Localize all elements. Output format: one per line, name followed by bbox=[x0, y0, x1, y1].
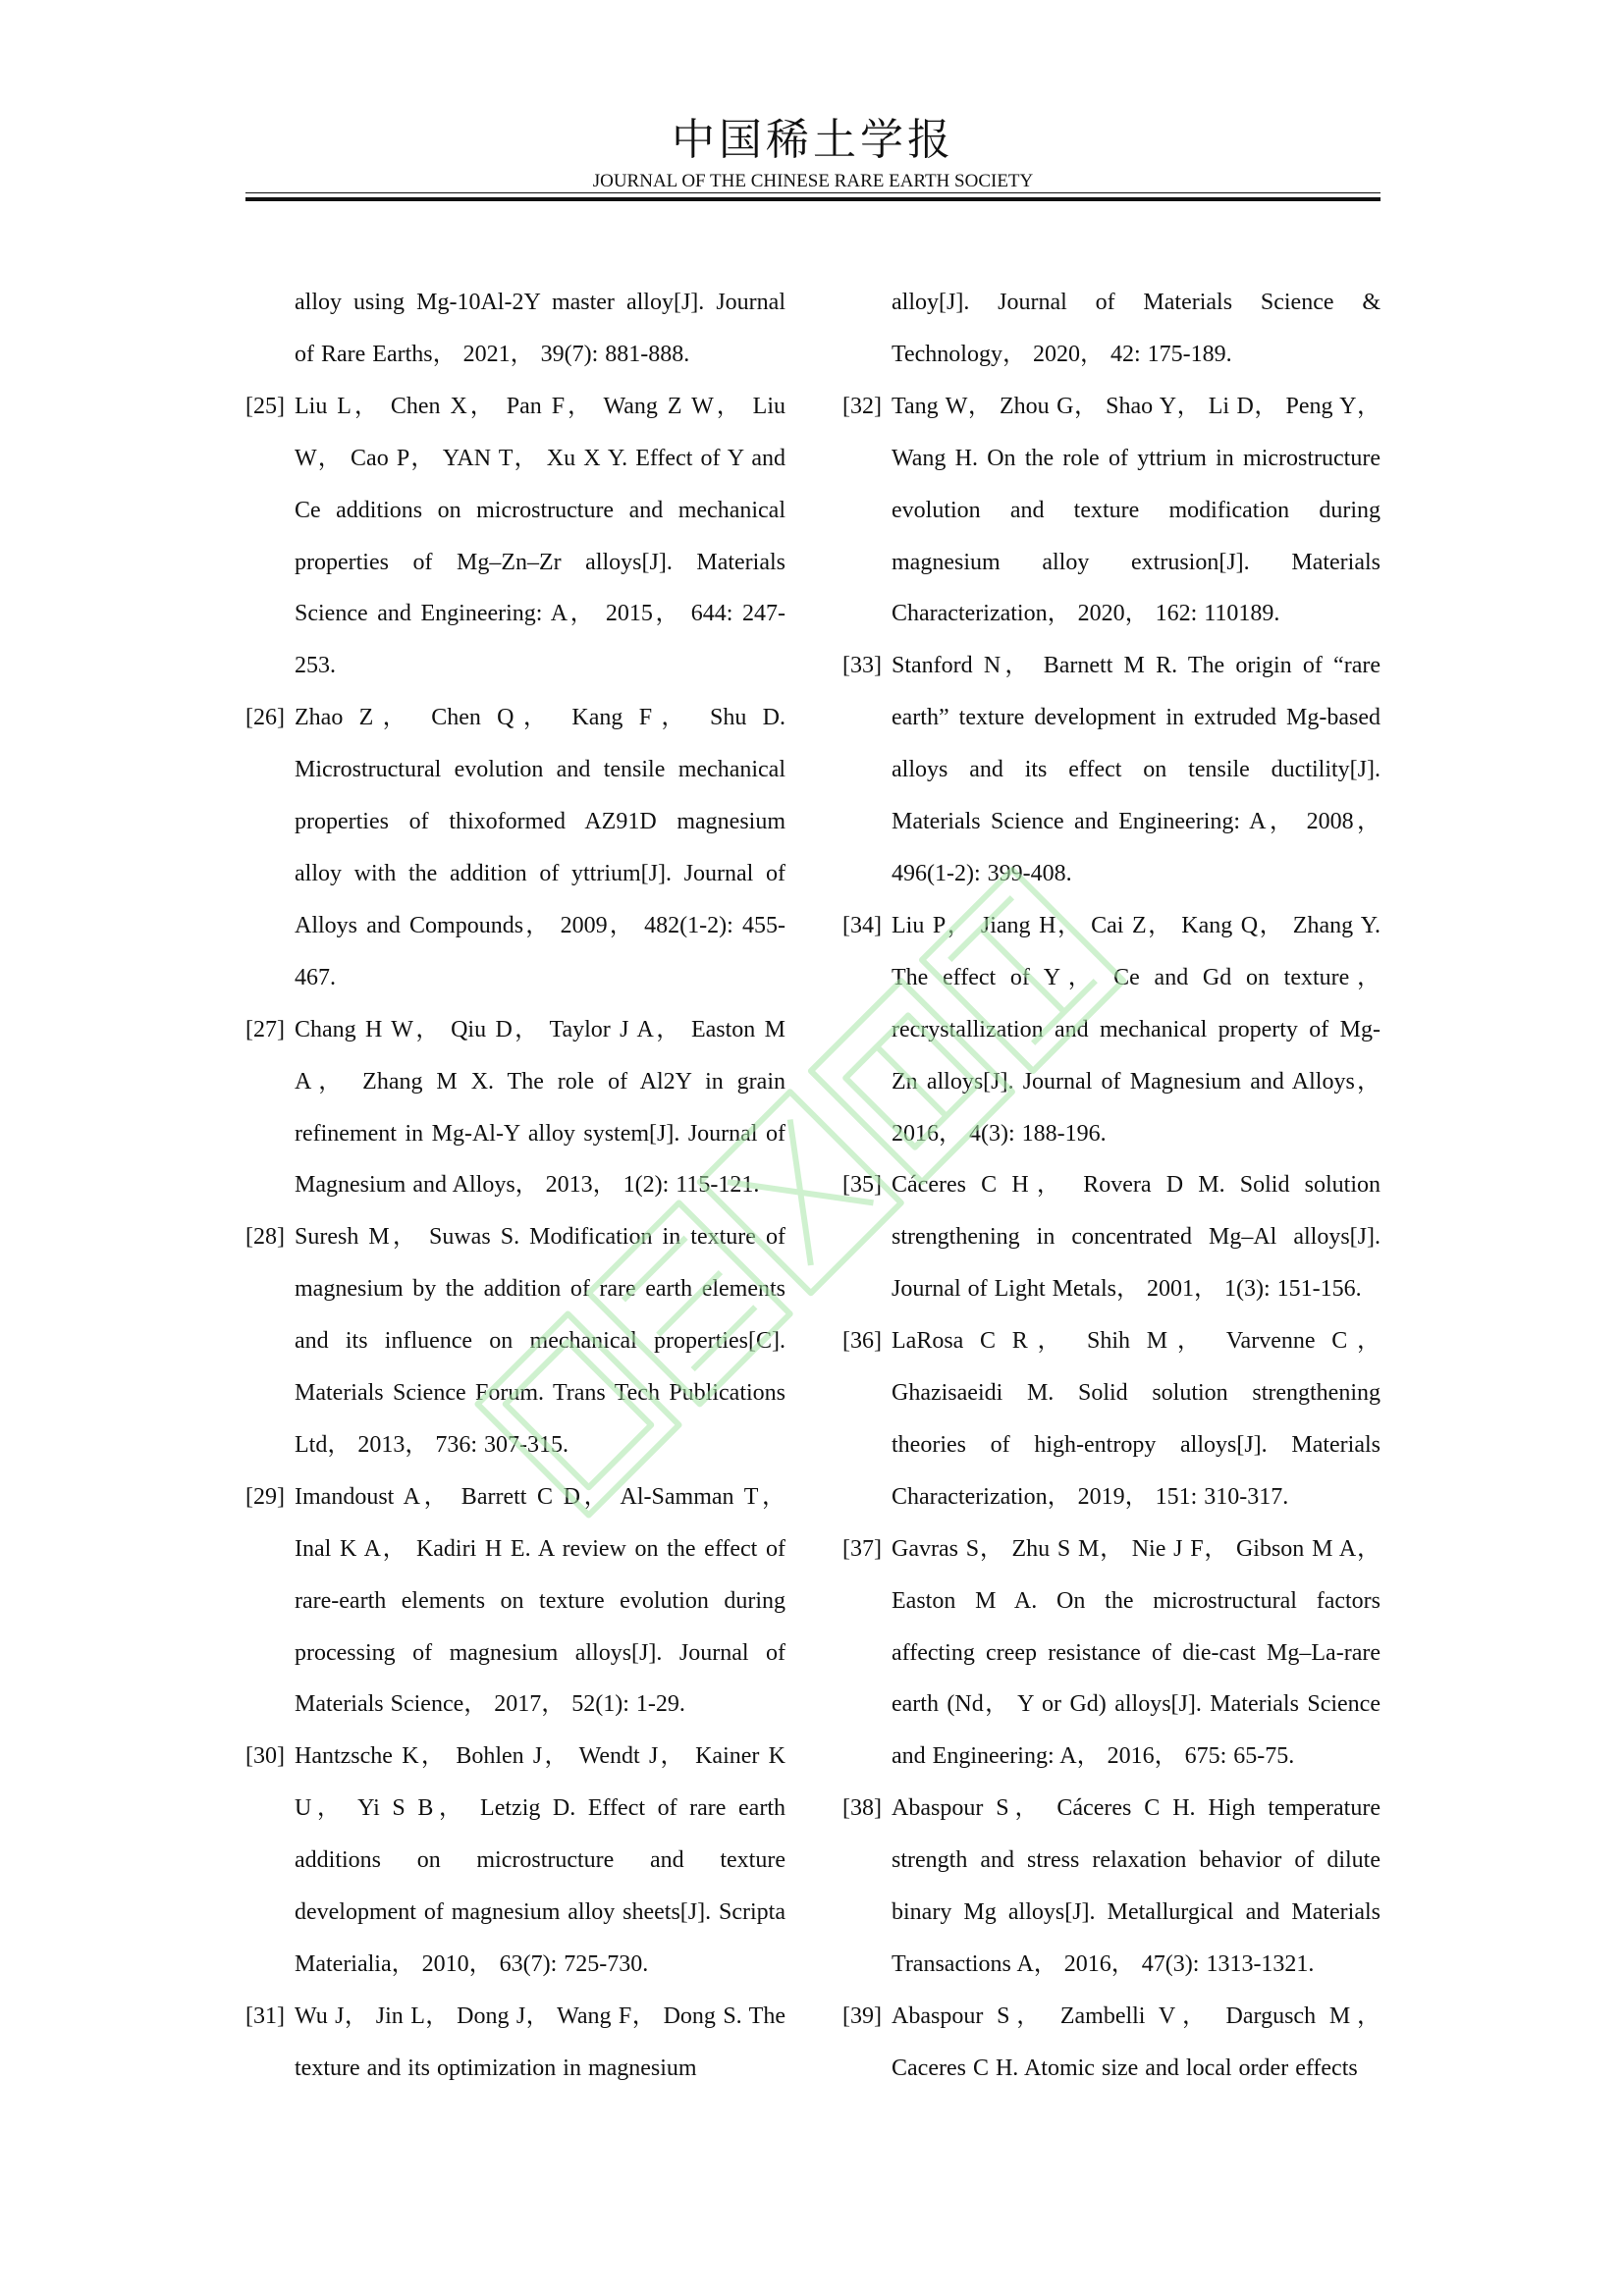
reference-text: Tang W， Zhou G， Shao Y， Li D， Peng Y， Wang H. On the role of yttrium in microstructure evolution and texture modification during magnesium alloy extrusion[J]. Materials Characterization， 2020， 162: 110189. bbox=[892, 393, 1380, 627]
reference-text: Suresh M， Suwas S. Modification in texture of magnesium by the addition of rare earth elements and its influence on mechanical properties[C]. Materials Science Forum. Trans Tech Publications Ltd， 2013， 736: 307-315. bbox=[295, 1224, 785, 1458]
reference-text: Abaspour S， Cáceres C H. High temperature strength and stress relaxation behavior of dilute binary Mg alloys[J]. Metallurgical and Materials Transactions A， 2016， 47(3): 1313-1321. bbox=[892, 1795, 1380, 1977]
reference-item bbox=[245, 1991, 785, 2095]
reference-number: [33] bbox=[842, 653, 882, 679]
page-header bbox=[245, 116, 1380, 192]
reference-number: [31] bbox=[245, 2002, 285, 2029]
reference-text: Wu J， Jin L， Dong J， Wang F， Dong S. The texture and its optimization in magnesium bbox=[295, 2002, 785, 2081]
reference-text: Abaspour S， Zambelli V， Dargusch M， Caceres C H. Atomic size and local order effects bbox=[892, 2002, 1380, 2081]
reference-text: Liu L， Chen X， Pan F， Wang Z W， Liu W， Cao P， YAN T， Xu X Y. Effect of Y and Ce additions on microstructure and mechanical properties of Mg–Zn–Zr alloys[J]. Materials Science and Engineering: A， 2015， 644: 247-253. bbox=[295, 393, 785, 679]
reference-item bbox=[842, 640, 1380, 900]
reference-item bbox=[842, 1159, 1380, 1315]
reference-text: Hantzsche K， Bohlen J， Wendt J， Kainer K U， Yi S B， Letzig D. Effect of rare earth additions on microstructure and texture development of magnesium alloy sheets[J]. Scripta Materialia， 2010， 63(7): 725-730. bbox=[295, 1743, 785, 1977]
reference-item bbox=[842, 1523, 1380, 1784]
reference-item bbox=[245, 1211, 785, 1471]
reference-text: alloy using Mg-10Al-2Y master alloy[J]. Journal of Rare Earths， 2021， 39(7): 881-888. bbox=[295, 290, 785, 367]
reference-text: Imandoust A， Barrett C D， Al-Samman T， Inal K A， Kadiri H E. A review on the effect of rare-earth elements on texture evolution during processing of magnesium alloys[J]. Journal of Materials Science， 2017， 52(1): 1-29. bbox=[295, 1483, 785, 1718]
journal-title-cn: 中国稀土学报 bbox=[672, 115, 954, 165]
reference-item bbox=[842, 1783, 1380, 1991]
reference-text: Chang H W， Qiu D， Taylor J A， Easton M A， Zhang M X. The role of Al2Y in grain refinement in Mg-Al-Y alloy system[J]. Journal of Magnesium and Alloys， 2013， 1(2): 115-121. bbox=[295, 1016, 785, 1199]
reference-text: Gavras S， Zhu S M， Nie J F， Gibson M A， Easton M A. On the microstructural factors affecting creep resistance of die-cast Mg–La-rare earth (Nd， Y or Gd) alloys[J]. Materials Science and Engineering: A， 2016， 675: 65-75. bbox=[892, 1535, 1380, 1770]
reference-number: [29] bbox=[245, 1483, 285, 1510]
reference-number: [27] bbox=[245, 1016, 285, 1042]
reference-item bbox=[842, 1991, 1380, 2095]
reference-number: [34] bbox=[842, 912, 882, 938]
reference-item bbox=[245, 692, 785, 1003]
reference-item bbox=[842, 900, 1380, 1160]
reference-number: [25] bbox=[245, 393, 285, 419]
reference-text: alloy[J]. Journal of Materials Science & Technology， 2020， 42: 175-189. bbox=[892, 290, 1380, 367]
journal-title-en: JOURNAL OF THE CHINESE RARE EARTH SOCIETY bbox=[592, 171, 1034, 191]
reference-text: Stanford N， Barnett M R. The origin of “rare earth” texture development in extruded Mg-based alloys and its effect on tensile ductility[J]. Materials Science and Engineering: A， 2008， 496(1-2): 399-408. bbox=[892, 653, 1380, 886]
reference-number: [30] bbox=[245, 1743, 285, 1770]
header-rule-thin bbox=[245, 192, 1380, 193]
reference-number: [39] bbox=[842, 2002, 882, 2029]
right-column bbox=[842, 277, 1380, 2095]
reference-item bbox=[245, 381, 785, 692]
reference-text: Zhao Z， Chen Q， Kang F， Shu D. Microstructural evolution and tensile mechanical properties of thixoformed AZ91D magnesium alloy with the addition of yttrium[J]. Journal of Alloys and Compounds， 2009， 482(1-2): 455-467. bbox=[295, 705, 785, 990]
reference-number: [37] bbox=[842, 1535, 882, 1562]
reference-number: [35] bbox=[842, 1172, 882, 1199]
reference-item bbox=[245, 1731, 785, 1991]
reference-number: [32] bbox=[842, 393, 882, 419]
reference-item bbox=[245, 1471, 785, 1732]
reference-text: LaRosa C R， Shih M， Varvenne C， Ghazisaeidi M. Solid solution strengthening theories of high-entropy alloys[J]. Materials Characterization， 2019， 151: 310-317. bbox=[892, 1328, 1380, 1510]
reference-item bbox=[245, 1004, 785, 1212]
reference-number: [36] bbox=[842, 1328, 882, 1355]
header-rule-thick bbox=[245, 197, 1380, 201]
reference-number: [26] bbox=[245, 705, 285, 731]
reference-number: [38] bbox=[842, 1795, 882, 1822]
reference-text: Liu P， Jiang H， Cai Z， Kang Q， Zhang Y. The effect of Y， Ce and Gd on texture， recrystallization and mechanical property of Mg-Zn alloys[J]. Journal of Magnesium and Alloys， 2016， 4(3): 188-196. bbox=[892, 912, 1380, 1147]
reference-item bbox=[842, 381, 1380, 641]
reference-item bbox=[842, 1315, 1380, 1523]
left-column bbox=[245, 277, 785, 2095]
reference-item bbox=[842, 277, 1380, 381]
reference-item bbox=[245, 277, 785, 381]
reference-number: [28] bbox=[245, 1224, 285, 1251]
reference-text: Cáceres C H， Rovera D M. Solid solution strengthening in concentrated Mg–Al alloys[J]. Journal of Light Metals， 2001， 1(3): 151-156. bbox=[892, 1172, 1380, 1303]
